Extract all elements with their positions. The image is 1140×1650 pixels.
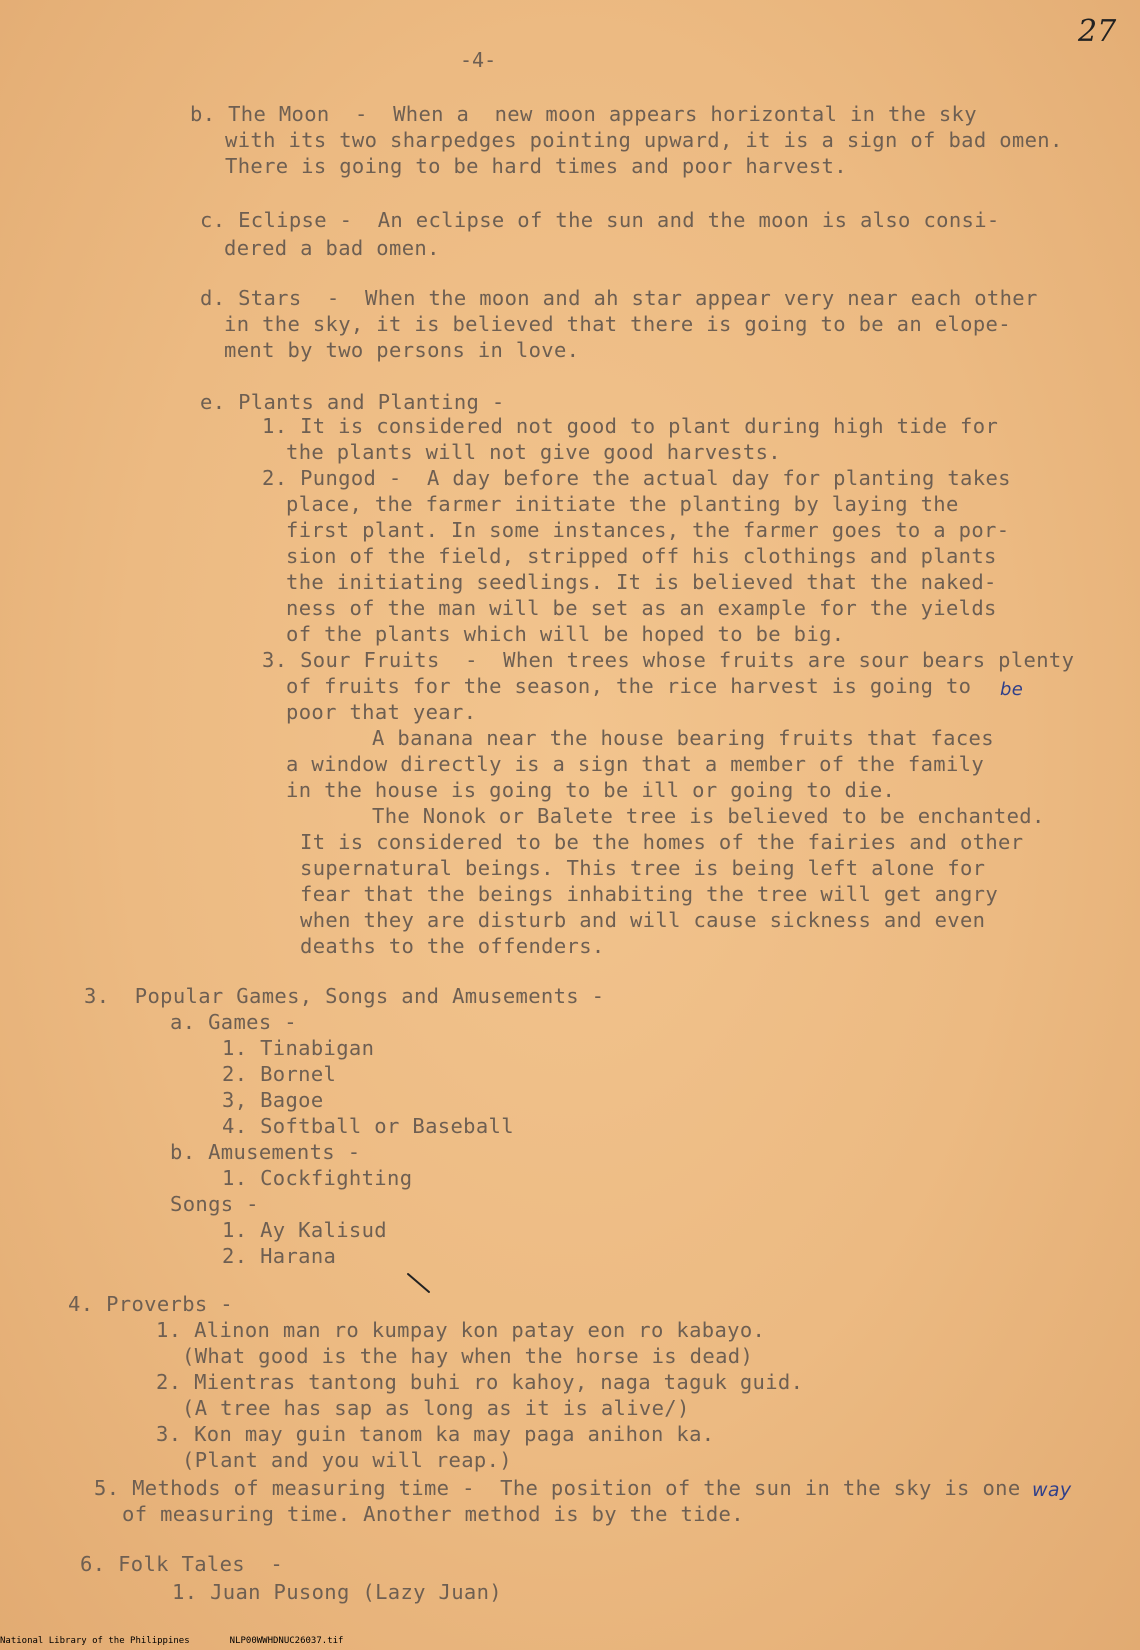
text-line: 3. Sour Fruits - When trees whose fruits are sour bears plenty [262, 648, 1075, 672]
text-line: (Plant and you will reap.) [182, 1448, 512, 1472]
handwritten-way: way [1032, 1479, 1072, 1501]
text-line: a window directly is a sign that a member of the family [286, 752, 985, 776]
text-line: 2. Pungod - A day before the actual day for planting takes [262, 466, 1011, 490]
text-line: (What good is the hay when the horse is dead) [182, 1344, 754, 1368]
footer-library: National Library of the Philippines [0, 1636, 190, 1646]
page-stamp: 27 [1078, 14, 1117, 49]
section-heading: 6. Folk Tales - [80, 1552, 284, 1576]
text-line: deaths to the offenders. [300, 934, 605, 958]
text-line: ness of the man will be set as an example for the yields [286, 596, 997, 620]
text-line: with its two sharpedges pointing upward, it is a sign of bad omen. [225, 128, 1063, 152]
list-item: 2. Bornel [222, 1062, 337, 1086]
text-line: 1. It is considered not good to plant during high tide for [262, 414, 999, 438]
text-line: fear that the beings inhabiting the tree will get angry [300, 882, 999, 906]
list-item: 3, Bagoe [222, 1088, 324, 1112]
list-item: 4. Softball or Baseball [222, 1114, 514, 1138]
page-number: -4- [460, 48, 497, 72]
text-line: b. The Moon - When a new moon appears horizontal in the sky [190, 102, 977, 126]
text-line: the plants will not give good harvests. [286, 440, 781, 464]
list-item: 1. Tinabigan [222, 1036, 375, 1060]
text-line: d. Stars - When the moon and ah star appear very near each other [200, 286, 1038, 310]
section-heading: 3. Popular Games, Songs and Amusements - [84, 984, 605, 1008]
list-item: 2. Mientras tantong buhi ro kahoy, naga taguk guid. [156, 1370, 804, 1394]
text-line: of fruits for the season, the rice harvest is going to [286, 674, 972, 698]
text-line: supernatural beings. This tree is being left alone for [300, 856, 986, 880]
text-line: dered a bad omen. [224, 236, 440, 260]
text-line: in the sky, it is believed that there is going to be an elope- [224, 312, 1011, 336]
text-line: a. Games - [170, 1010, 297, 1034]
footer-filename: NLP00WWHDNUC26037.tif [229, 1636, 344, 1646]
pen-mark [405, 1272, 433, 1294]
text-line: ment by two persons in love. [224, 338, 580, 362]
text-line: c. Eclipse - An eclipse of the sun and the moon is also consi- [200, 208, 1000, 232]
handwritten-be: be [1000, 679, 1024, 700]
text-line: of measuring time. Another method is by the tide. [122, 1502, 744, 1526]
scan-footer [0, 1636, 343, 1646]
text-line: poor that year. [286, 700, 477, 724]
text-line: b. Amusements - [170, 1140, 361, 1164]
list-item: 1. Alinon man ro kumpay kon patay eon ro kabayo. [156, 1318, 766, 1342]
text-line: when they are disturb and will cause sickness and even [300, 908, 986, 932]
text-line: of the plants which will be hoped to be big. [286, 622, 845, 646]
text-line: place, the farmer initiate the planting by laying the [286, 492, 959, 516]
text-line: Songs - [170, 1192, 259, 1216]
text-line: There is going to be hard times and poor harvest. [225, 154, 847, 178]
text-line: A banana near the house bearing fruits that faces [372, 726, 994, 750]
section-heading: 5. Methods of measuring time - The position of the sun in the sky is one [94, 1476, 1021, 1500]
list-item: 1. Ay Kalisud [222, 1218, 387, 1242]
list-item: 1. Cockfighting [222, 1166, 413, 1190]
text-line: the initiating seedlings. It is believed that the naked- [286, 570, 997, 594]
list-item: 1. Juan Pusong (Lazy Juan) [172, 1580, 502, 1604]
text-line: (A tree has sap as long as it is alive/) [182, 1396, 690, 1420]
text-line: It is considered to be the homes of the fairies and other [300, 830, 1024, 854]
text-line: sion of the field, stripped off his clothings and plants [286, 544, 997, 568]
text-line: first plant. In some instances, the farmer goes to a por- [286, 518, 1010, 542]
text-line: e. Plants and Planting - [200, 390, 505, 414]
text-line: in the house is going to be ill or going to die. [286, 778, 896, 802]
text-line: The Nonok or Balete tree is believed to be enchanted. [372, 804, 1045, 828]
list-item: 2. Harana [222, 1244, 337, 1268]
list-item: 3. Kon may guin tanom ka may paga anihon ka. [156, 1422, 715, 1446]
section-heading: 4. Proverbs - [68, 1292, 233, 1316]
